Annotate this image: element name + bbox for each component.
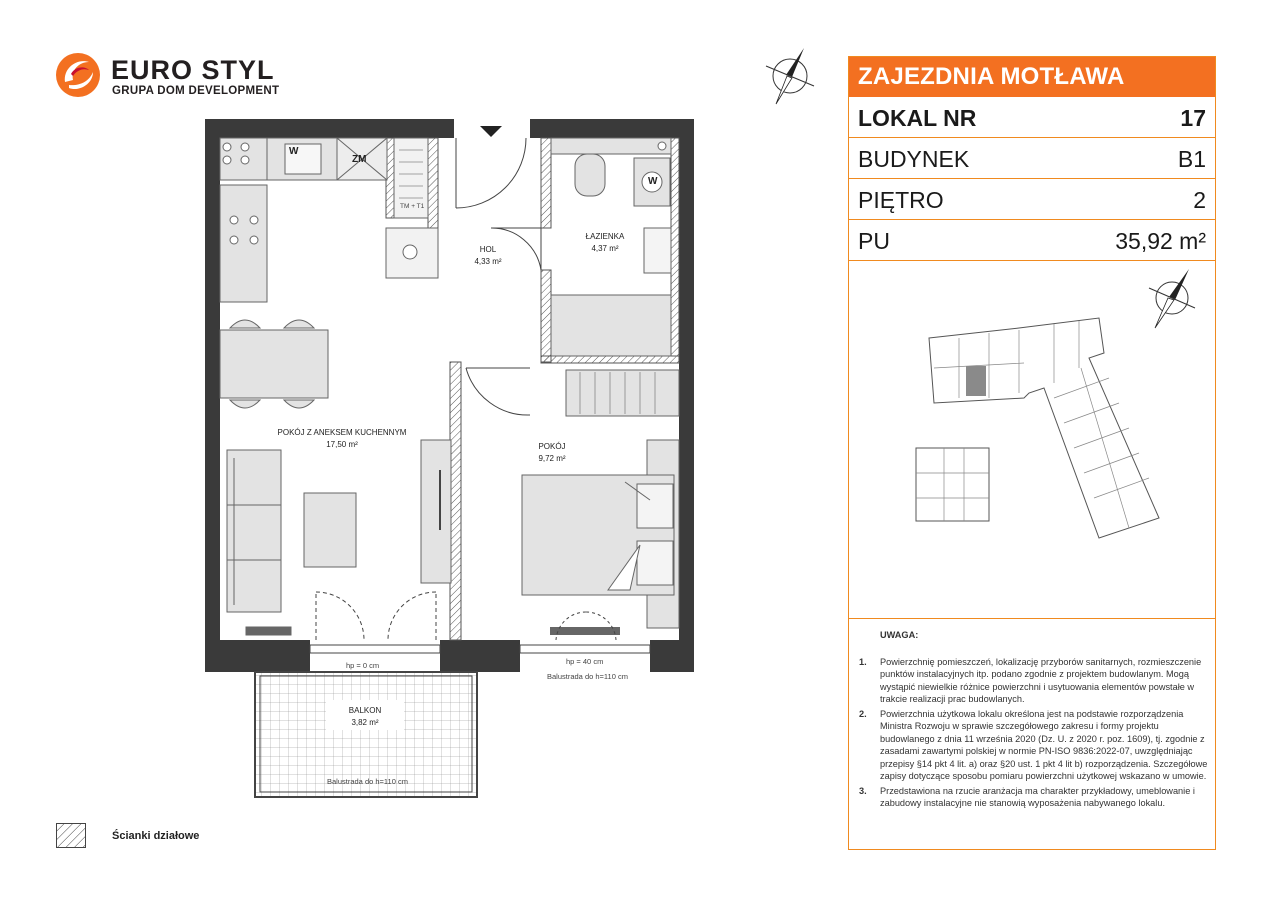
room-living <box>278 427 407 451</box>
row-pu-label: PU <box>858 228 890 254</box>
room-balcony <box>349 705 381 729</box>
room-living-area: 17,50 m² <box>326 440 358 449</box>
balcony-doors <box>316 592 436 640</box>
note-3 <box>859 785 1209 810</box>
row-pietro-value: 2 <box>1193 187 1206 213</box>
partition-legend-icon <box>56 823 86 848</box>
dining-set <box>220 320 328 408</box>
room-balcony-name: BALKON <box>348 706 382 715</box>
radiator <box>550 627 620 635</box>
row-budynek <box>849 138 1215 179</box>
room-hall-name: HOL <box>479 245 497 254</box>
hp-40-note: hp = 40 cm <box>566 657 604 666</box>
entrance-arrow <box>480 126 502 137</box>
washer-bath-label: W <box>648 176 658 187</box>
site-key-plan <box>849 258 1215 619</box>
room-bedroom-area: 9,72 m² <box>538 454 566 463</box>
railing-window-note: Balustrada do h=110 cm <box>547 672 628 681</box>
highlighted-unit <box>966 366 986 396</box>
room-bedroom <box>538 441 565 465</box>
site-compass-icon <box>1149 269 1195 328</box>
note-3-text: Przedstawiona na rzucie aranżacja ma charakter przykładowy, umeblowanie i zabudowy instalacyjne nie stanowią wyposażenia nabywanego lokalu. <box>880 785 1195 808</box>
note-2 <box>859 708 1209 783</box>
washer-label: W <box>289 146 299 157</box>
legend-label: Ścianki działowe <box>112 830 200 842</box>
compass-icon <box>760 46 820 106</box>
note-3-number: 3. <box>859 785 867 796</box>
bedroom-door <box>466 368 530 415</box>
room-hall-area: 4,33 m² <box>474 257 502 266</box>
room-bathroom <box>586 231 625 255</box>
row-budynek-value: B1 <box>1177 146 1206 172</box>
row-budynek-label: BUDYNEK <box>858 146 970 172</box>
bed <box>522 440 679 628</box>
living-furniture <box>227 440 451 635</box>
notes-heading: UWAGA: <box>880 630 919 640</box>
entrance-door <box>456 138 526 208</box>
room-living-name: POKÓJ Z ANEKSEM KUCHENNYM <box>277 428 407 437</box>
project-title: ZAJEZDNIA MOTŁAWA <box>849 57 1215 97</box>
kitchen <box>220 138 438 302</box>
hp-0-note: hp = 0 cm <box>346 661 380 670</box>
room-bedroom-name: POKÓJ <box>538 442 566 451</box>
row-lokal-label: LOKAL NR <box>858 105 977 131</box>
tm-label: TM + T1 <box>400 203 425 210</box>
room-bathroom-area: 4,37 m² <box>591 244 619 253</box>
row-pietro <box>849 179 1215 220</box>
building-key-plan <box>849 258 1215 618</box>
room-hall <box>474 244 501 268</box>
note-1-number: 1. <box>859 656 867 667</box>
row-lokal <box>849 97 1215 138</box>
note-1-text: Powierzchnię pomieszczeń, lokalizację przyborów sanitarnych, rozmieszczenie punktów instalacyjnych itp. podano zgodnie z projektem budowlanym. Mogą wystąpić niewielkie różnice powierzchni i usytuowania elementów powstałe w trakcie realizacji prac budowlanych. <box>880 656 1202 704</box>
info-panel <box>848 56 1216 850</box>
wardrobe <box>566 370 679 416</box>
fridge-label: ZM <box>352 154 367 165</box>
note-2-number: 2. <box>859 708 867 719</box>
row-pu <box>849 220 1215 261</box>
railing-balcony-note: Balustrada do h=110 cm <box>327 777 408 786</box>
room-balcony-area: 3,82 m² <box>351 718 379 727</box>
logo-subtitle: GRUPA DOM DEVELOPMENT <box>112 85 280 97</box>
notes-section <box>859 629 1209 812</box>
note-2-text: Powierzchnia użytkowa lokalu określona jest na podstawie rozporządzenia Ministra Rozwoju w sprawie szczegółowego zakresu i formy projektu budowlanego z dnia 11 września 2020 (Dz. U. z 2020 r. poz. 1609), tj. zgodnie z zasadami zawartymi polskiej w normie PN-ISO 9836:2022-07, uwzględniając przepisy §14 pkt 4 lit. a) oraz §20 ust. 1 pkt 4 lit b) rozporządzenia. Szczegółowe zapisy dotyczące sposobu pomiaru powierzchni użytkowej wskazano w umowie. <box>880 708 1208 781</box>
note-1 <box>859 656 1209 706</box>
row-pu-value: 35,92 m² <box>1115 228 1206 254</box>
logo-name: EURO STYL <box>111 55 275 85</box>
row-pietro-label: PIĘTRO <box>858 187 944 213</box>
room-bathroom-name: ŁAZIENKA <box>585 232 625 241</box>
row-lokal-value: 17 <box>1180 105 1206 131</box>
